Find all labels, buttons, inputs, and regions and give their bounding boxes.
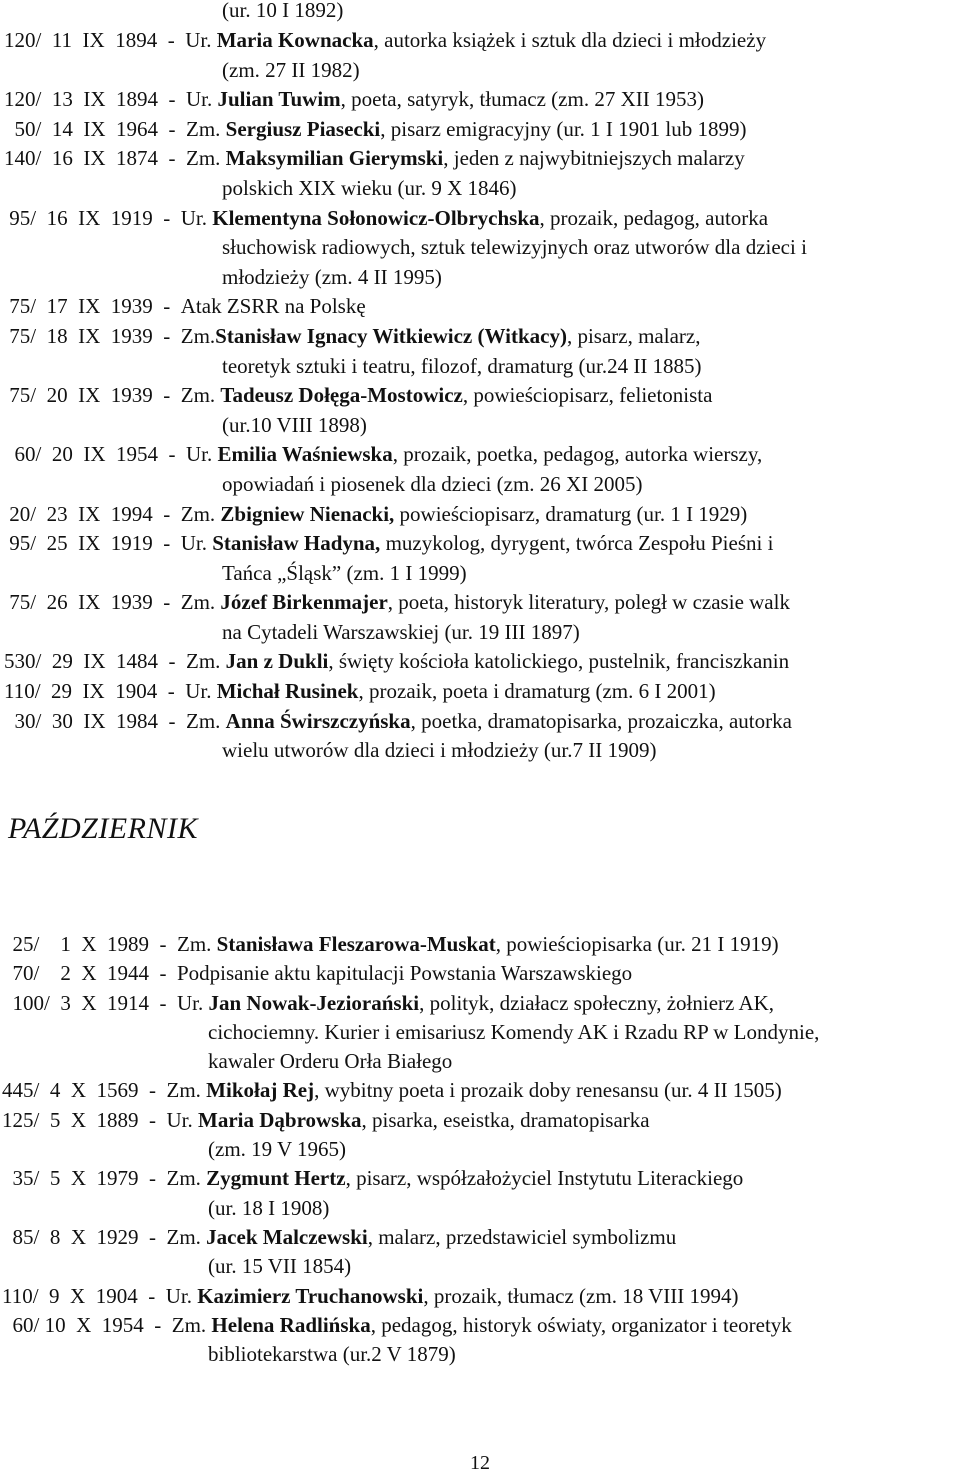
page-number: 12 [470, 1452, 490, 1474]
entry-description: , pisarz emigracyjny (ur. 1 I 1901 lub 1899) [380, 116, 747, 141]
entry-prefix: Zm. [186, 708, 226, 733]
entry-description: , poeta, satyryk, tłumacz (zm. 27 XII 1953) [340, 87, 704, 112]
entry-description: , polityk, działacz społeczny, żołnierz AK, [419, 990, 775, 1015]
entry-description: , pisarz, malarz, [566, 323, 701, 348]
entry-prefix: Zm. [180, 501, 221, 526]
calendar-entry [0, 1076, 960, 1105]
entry-prefix: Atak ZSRR na Polskę [180, 294, 366, 319]
entry-prefix: Zm. [177, 932, 217, 956]
entry-prefix: Zm. [166, 1224, 207, 1249]
entry-date: 60/ 20 IX 1954 - [4, 442, 186, 467]
entry-person-name: Maksymilian Gierymski [225, 146, 444, 171]
entry-continuation: opowiadań i piosenek dla dzieci (zm. 26 XI 2005) [222, 471, 643, 496]
entry-description: , wybitny poeta i prozaik doby renesansu (ur. 4 II 1505) [314, 1078, 782, 1103]
entry-date: 75/ 17 IX 1939 - [4, 294, 181, 319]
entry-date: 110/ 29 IX 1904 - [4, 679, 186, 704]
entry-continuation: (ur. 15 VII 1854) [208, 1254, 352, 1279]
entry-person-name: Stanisława Fleszarowa-Muskat [216, 932, 496, 956]
entry-person-name: Jan z Dukli [225, 649, 329, 674]
entry-continuation: Tańca „Śląsk” (zm. 1 I 1999) [222, 560, 467, 585]
entry-prefix: Zm. [186, 116, 226, 141]
entry-prefix: Zm. [180, 323, 216, 348]
entry-description: , pisarz, współzałożyciel Instytutu Literackiego [345, 1166, 744, 1191]
entry-prefix: Zm. [166, 1166, 207, 1191]
entry-person-name: Zbigniew Nienacki, [220, 501, 395, 526]
entry-continuation: (ur. 18 I 1908) [208, 1195, 330, 1220]
entry-person-name: Maria Dąbrowska [198, 1107, 362, 1132]
entry-description: , pisarka, eseistka, dramatopisarka [361, 1107, 650, 1132]
entry-prefix: Ur. [186, 87, 218, 112]
calendar-entry [0, 930, 960, 959]
entry-prefix: Zm. [171, 1312, 212, 1337]
entry-continuation: na Cytadeli Warszawskiej (ur. 19 III 1897) [222, 619, 580, 644]
entry-person-name: Jan Nowak-Jeziorański [208, 990, 420, 1015]
calendar-entry [0, 85, 960, 115]
entry-date: 125/ 5 X 1889 - [2, 1107, 167, 1132]
calendar-entry [0, 707, 960, 766]
entry-prefix: Zm. [186, 146, 226, 171]
october-list [0, 930, 960, 1369]
entry-description: , prozaik, poetka, pedagog, autorka wierszy, [392, 442, 763, 467]
calendar-entry [0, 381, 960, 440]
entry-description: , pedagog, historyk oświaty, organizator i teoretyk [370, 1312, 792, 1337]
entry-prefix: Zm. [180, 590, 221, 615]
entry-date: 120/ 13 IX 1894 - [4, 87, 186, 112]
calendar-entry [0, 959, 960, 988]
calendar-entry [0, 292, 960, 322]
calendar-entry [0, 647, 960, 677]
entry-prefix: Ur. [186, 442, 218, 467]
entry-description: , święty kościoła katolickiego, pustelnik, franciszkanin [328, 649, 790, 674]
september-list [0, 26, 960, 766]
entry-person-name: Emilia Waśniewska [217, 442, 393, 467]
entry-person-name: Kazimierz Truchanowski [197, 1283, 424, 1308]
entry-description: , prozaik, poeta i dramaturg (zm. 6 I 2001) [358, 679, 716, 704]
entry-date: 30/ 30 IX 1984 - [4, 708, 186, 733]
entry-continuation: teoretyk sztuki i teatru, filozof, dramaturg (ur.24 II 1885) [222, 353, 702, 378]
entry-prefix: Zm. [186, 649, 226, 674]
calendar-entry [0, 500, 960, 530]
entry-description: , prozaik, tłumacz (zm. 18 VIII 1994) [423, 1283, 739, 1308]
entry-description: , powieściopisarz, felietonista [462, 383, 713, 408]
entry-date: 35/ 5 X 1979 - [2, 1166, 167, 1191]
calendar-entry [0, 1311, 960, 1370]
entry-description: , autorka książek i sztuk dla dzieci i młodzieży [373, 28, 767, 52]
entry-continuation: (zm. 27 II 1982) [222, 57, 360, 82]
entry-prefix: Ur. [166, 1107, 198, 1132]
entry-person-name: Stanisław Ignacy Witkiewicz (Witkacy) [215, 323, 567, 348]
entry-person-name: Maria Kownacka [216, 28, 374, 52]
entry-date: 25/ 1 X 1989 - [2, 932, 177, 956]
entry-date: 85/ 8 X 1929 - [2, 1224, 167, 1249]
calendar-entry [0, 115, 960, 145]
calendar-entry [0, 1106, 960, 1165]
entry-description: , prozaik, pedagog, autorka [539, 205, 769, 230]
entry-date: 75/ 26 IX 1939 - [4, 590, 181, 615]
calendar-entry [0, 1223, 960, 1282]
october-heading: PAŹDZIERNIK [8, 812, 198, 845]
calendar-entry [0, 1164, 960, 1223]
entry-continuation: polskich XIX wieku (ur. 9 X 1846) [222, 175, 517, 200]
entry-date: 50/ 14 IX 1964 - [4, 116, 186, 141]
calendar-entry [0, 322, 960, 381]
entry-date: 75/ 20 IX 1939 - [4, 383, 181, 408]
entry-person-name: Sergiusz Piasecki [225, 116, 381, 141]
entry-continuation: (zm. 19 V 1965) [208, 1137, 347, 1162]
calendar-entry [0, 440, 960, 499]
entry-continuation: słuchowisk radiowych, sztuk telewizyjnych oraz utworów dla dzieci i [222, 235, 807, 260]
entry-continuation: (ur.10 VIII 1898) [222, 412, 367, 437]
calendar-entry [0, 529, 960, 588]
entry-description: , malarz, przedstawiciel symbolizmu [367, 1224, 677, 1249]
entry-person-name: Stanisław Hadyna, [212, 531, 381, 556]
entry-person-name: Helena Radlińska [211, 1312, 371, 1337]
entry-date: 20/ 23 IX 1994 - [4, 501, 181, 526]
entry-date: 70/ 2 X 1944 - [2, 961, 177, 986]
entry-prefix: Ur. [165, 1283, 198, 1308]
entry-continuation: cichociemny. Kurier i emisariusz Komendy AK i Rzadu RP w Londynie, [208, 1019, 820, 1044]
calendar-entry [0, 677, 960, 707]
entry-person-name: Zygmunt Hertz [206, 1166, 346, 1191]
entry-person-name: Klementyna Sołonowicz-Olbrychska [212, 205, 540, 230]
entry-person-name: Józef Birkenmajer [220, 590, 388, 615]
entry-person-name: Mikołaj Rej [206, 1078, 315, 1103]
entry-prefix: Ur. [180, 205, 213, 230]
entry-description: muzykolog, dyrygent, twórca Zespołu Pieśni i [380, 531, 774, 556]
entry-date: 530/ 29 IX 1484 - [4, 649, 186, 674]
calendar-entry [0, 588, 960, 647]
entry-person-name: Jacek Malczewski [206, 1224, 368, 1249]
entry-description: powieściopisarz, dramaturg (ur. 1 I 1929) [394, 501, 748, 526]
calendar-entry [0, 26, 960, 85]
calendar-entry [0, 989, 960, 1077]
entry-person-name: Julian Tuwim [217, 87, 341, 112]
entry-description: , jeden z najwybitniejszych malarzy [443, 146, 745, 171]
entry-date: 110/ 9 X 1904 - [2, 1283, 166, 1308]
entry-prefix: Ur. [177, 990, 209, 1015]
entry-date: 445/ 4 X 1569 - [2, 1078, 167, 1103]
entry-description: , powieściopisarka (ur. 21 I 1919) [495, 932, 779, 956]
entry-date: 60/ 10 X 1954 - [2, 1312, 172, 1337]
entry-date: 140/ 16 IX 1874 - [4, 146, 186, 171]
entry-person-name: Anna Świrszczyńska [225, 708, 411, 733]
calendar-entry [0, 144, 960, 203]
entry-date: 75/ 18 IX 1939 - [4, 323, 181, 348]
entry-prefix: Zm. [166, 1078, 207, 1103]
entry-continuation: kawaler Orderu Orła Białego [208, 1049, 453, 1074]
entry-description: , poeta, historyk literatury, poległ w czasie walk [387, 590, 790, 615]
entry-person-name: Michał Rusinek [216, 679, 359, 704]
entry-description: , poetka, dramatopisarka, prozaiczka, autorka [410, 708, 792, 733]
carry-over-line: (ur. 10 I 1892) [222, 0, 344, 22]
entry-prefix: Podpisanie aktu kapitulacji Powstania Warszawskiego [177, 961, 633, 986]
entry-date: 95/ 16 IX 1919 - [4, 205, 181, 230]
calendar-entry [0, 1282, 960, 1311]
entry-continuation: młodzieży (zm. 4 II 1995) [222, 264, 442, 289]
entry-date: 120/ 11 IX 1894 - [4, 28, 186, 52]
entry-prefix: Ur. [180, 531, 213, 556]
entry-continuation: wielu utworów dla dzieci i młodzieży (ur.7 II 1909) [222, 738, 657, 763]
entry-prefix: Ur. [185, 679, 217, 704]
entry-prefix: Zm. [180, 383, 221, 408]
entry-date: 95/ 25 IX 1919 - [4, 531, 181, 556]
entry-date: 100/ 3 X 1914 - [2, 990, 177, 1015]
entry-person-name: Tadeusz Dołęga-Mostowicz [220, 383, 463, 408]
entry-prefix: Ur. [185, 28, 217, 52]
entry-continuation: bibliotekarstwa (ur.2 V 1879) [208, 1342, 456, 1367]
calendar-entry [0, 204, 960, 293]
